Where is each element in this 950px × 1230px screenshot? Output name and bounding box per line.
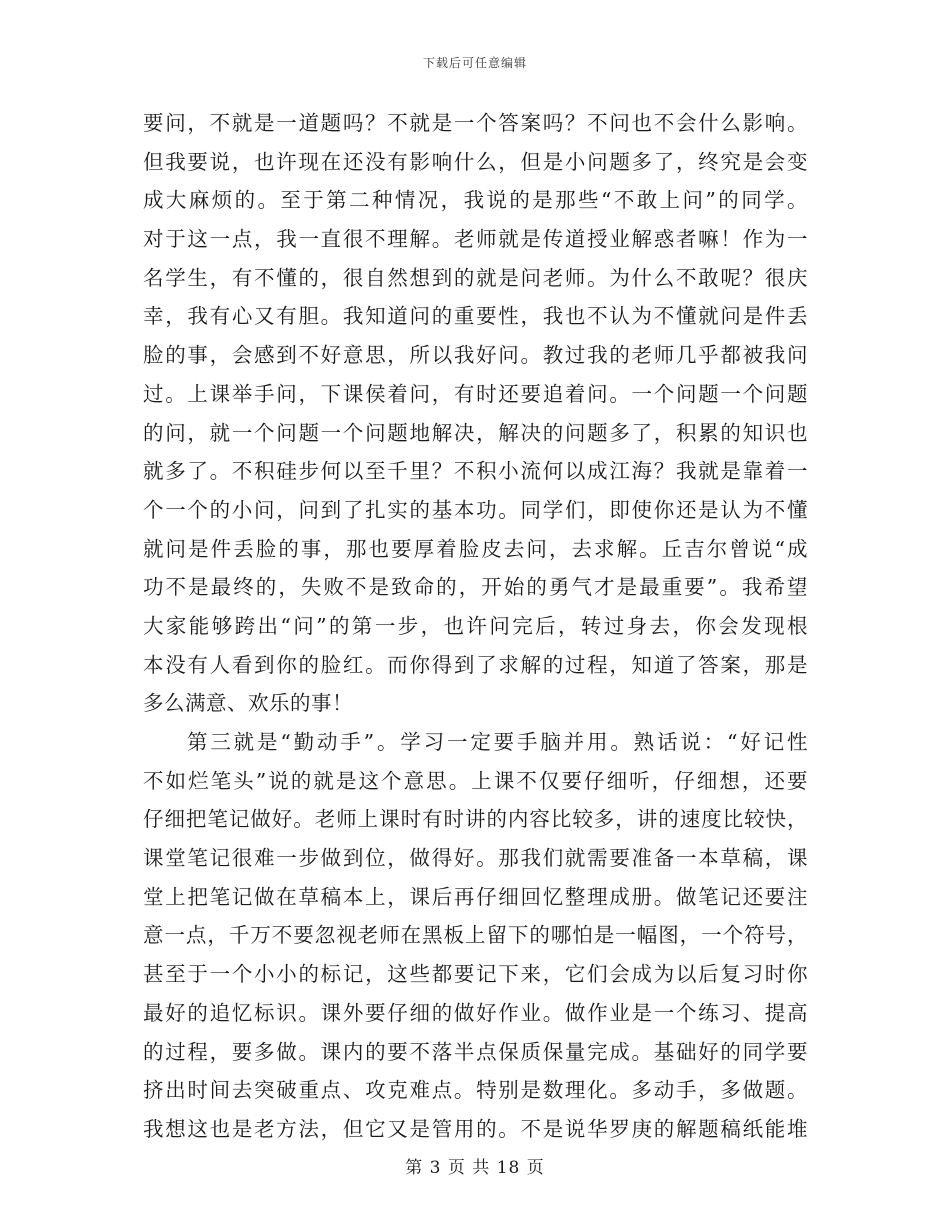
text-line: 仔细把笔记做好。老师上课时有时讲的内容比较多，讲的速度比较快，	[143, 807, 808, 832]
text-line: 最好的追忆标识。课外要仔细的做好作业。做作业是一个练习、提高	[143, 1000, 808, 1025]
text-line: 就多了。不积硅步何以至千里？不积小流何以成江海？我就是靠着一	[143, 459, 808, 484]
text-line: 对于这一点，我一直很不理解。老师就是传道授业解惑者嘛！作为一	[143, 227, 808, 252]
text-line: 过。上课举手问，下课侯着问，有时还要追着问。一个问题一个问题	[143, 381, 808, 406]
text-line: 挤出时间去突破重点、攻克难点。特别是数理化。多动手，多做题。	[143, 1078, 808, 1103]
text-line: 堂上把笔记做在草稿本上，课后再仔细回忆整理成册。做笔记还要注	[143, 884, 808, 909]
text-line: 大家能够跨出“问”的第一步，也许问完后，转过身去，你会发现根	[143, 613, 808, 638]
text-line: 课堂笔记很难一步做到位，做得好。那我们就需要准备一本草稿，课	[143, 846, 808, 871]
text-line: 的过程，要多做。课内的要不落半点保质保量完成。基础好的同学要	[143, 1039, 808, 1064]
text-line: 不如烂笔头”说的就是这个意思。上课不仅要仔细听，仔细想，还要	[143, 768, 808, 793]
text-line: 多么满意、欢乐的事！	[143, 691, 353, 716]
page-header-note: 下载后可任意编辑	[422, 56, 527, 70]
text-line: 本没有人看到你的脸红。而你得到了求解的过程，知道了答案，那是	[143, 652, 808, 677]
text-line: 名学生，有不懂的，很自然想到的就是问老师。为什么不敢呢？很庆	[143, 265, 808, 290]
document-body	[143, 104, 808, 1149]
text-line: 功不是最终的，失败不是致命的，开始的勇气才是最重要”。我希望	[143, 575, 808, 600]
page-number-footer: 第 3 页 共 18 页	[405, 1158, 545, 1178]
text-line: 脸的事，会感到不好意思，所以我好问。教过我的老师几乎都被我问	[143, 343, 808, 368]
text-line: 就问是件丢脸的事，那也要厚着脸皮去问，去求解。丘吉尔曾说“成	[143, 536, 808, 561]
text-line: 甚至于一个小小的标记，这些都要记下来，它们会成为以后复习时你	[143, 962, 808, 987]
text-line: 意一点，千万不要忽视老师在黑板上留下的哪怕是一幅图，一个符号，	[143, 923, 808, 948]
paragraph-first-line: 第三就是“勤动手”。学习一定要手脑并用。熟话说：“好记性	[187, 730, 808, 754]
text-line: 的问，就一个问题一个问题地解决，解决的问题多了，积累的知识也	[143, 420, 808, 445]
text-line: 成大麻烦的。至于第二种情况，我说的是那些“不敢上问”的同学。	[143, 188, 808, 213]
text-line: 个一个的小问，问到了扎实的基本功。同学们，即使你还是认为不懂	[143, 497, 808, 522]
text-line: 幸，我有心又有胆。我知道问的重要性，我也不认为不懂就问是件丢	[143, 304, 808, 329]
text-line: 要问，不就是一道题吗？不就是一个答案吗？不问也不会什么影响。	[143, 111, 808, 135]
text-line: 但我要说，也许现在还没有影响什么，但是小问题多了，终究是会变	[143, 149, 808, 174]
text-line: 我想这也是老方法，但它又是管用的。不是说华罗庚的解题稿纸能堆	[143, 1116, 808, 1141]
